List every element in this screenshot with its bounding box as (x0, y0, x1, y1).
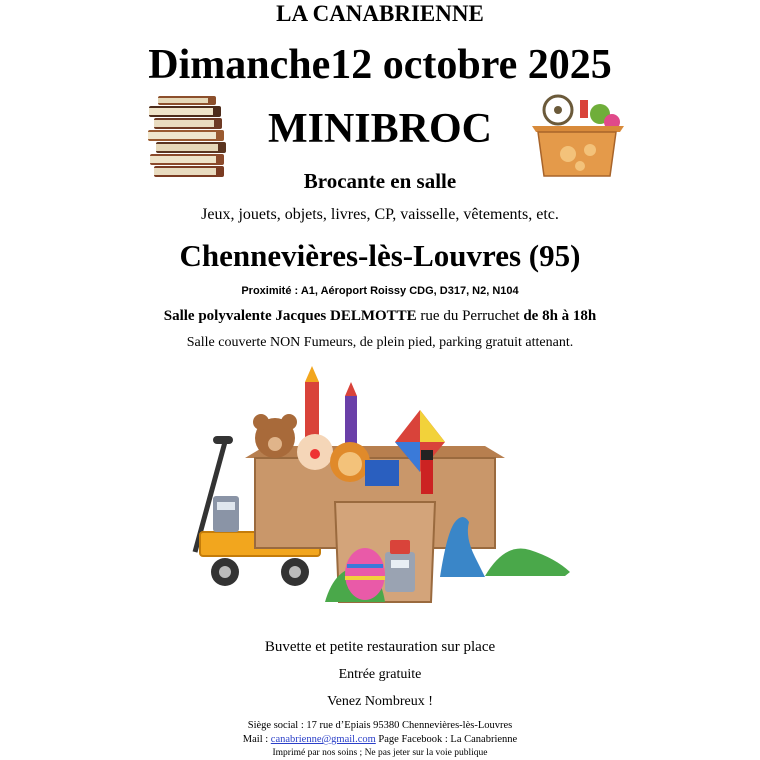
items-list: Jeux, jouets, objets, livres, CP, vaisselle, vêtements, etc. (201, 206, 559, 223)
event-date: Dimanche12 octobre 2025 (148, 42, 612, 88)
footer-printed-note: Imprimé par nos soins ; Ne pas jeter sur la voie publique (272, 748, 488, 758)
organization-name: LA CANABRIENNE (276, 1, 484, 26)
footer-contact (0, 733, 760, 747)
email-link[interactable]: canabrienne@gmail.com (270, 734, 376, 745)
toys-box-wagon-illustration (185, 362, 585, 612)
venue-hours: de 8h à 18h (523, 308, 597, 324)
venue-street: rue du Perruchet (416, 308, 524, 324)
mail-label: Mail : (242, 734, 271, 745)
event-city: Chennevières-lès-Louvres (95) (179, 238, 581, 273)
welcome-message: Venez Nombreux ! (327, 694, 433, 709)
entry-info: Entrée gratuite (338, 667, 422, 682)
proximity-info: Proximité : A1, Aéroport Roissy CDG, D317, N2, N104 (241, 285, 519, 297)
refreshments-info: Buvette et petite restauration sur place (264, 639, 496, 655)
event-name: MINIBROC (267, 106, 492, 152)
venue-conditions: Salle couverte NON Fumeurs, de plein pied, parking gratuit attenant. (186, 335, 574, 350)
footer-address: Siège social : 17 rue d’Epiais 95380 Chennevières-lès-Louvres (247, 720, 513, 731)
venue-info (0, 306, 760, 326)
event-subtitle: Brocante en salle (303, 169, 457, 193)
facebook-info: Page Facebook : La Canabrienne (375, 734, 518, 745)
venue-name: Salle polyvalente Jacques DELMOTTE (163, 308, 417, 324)
